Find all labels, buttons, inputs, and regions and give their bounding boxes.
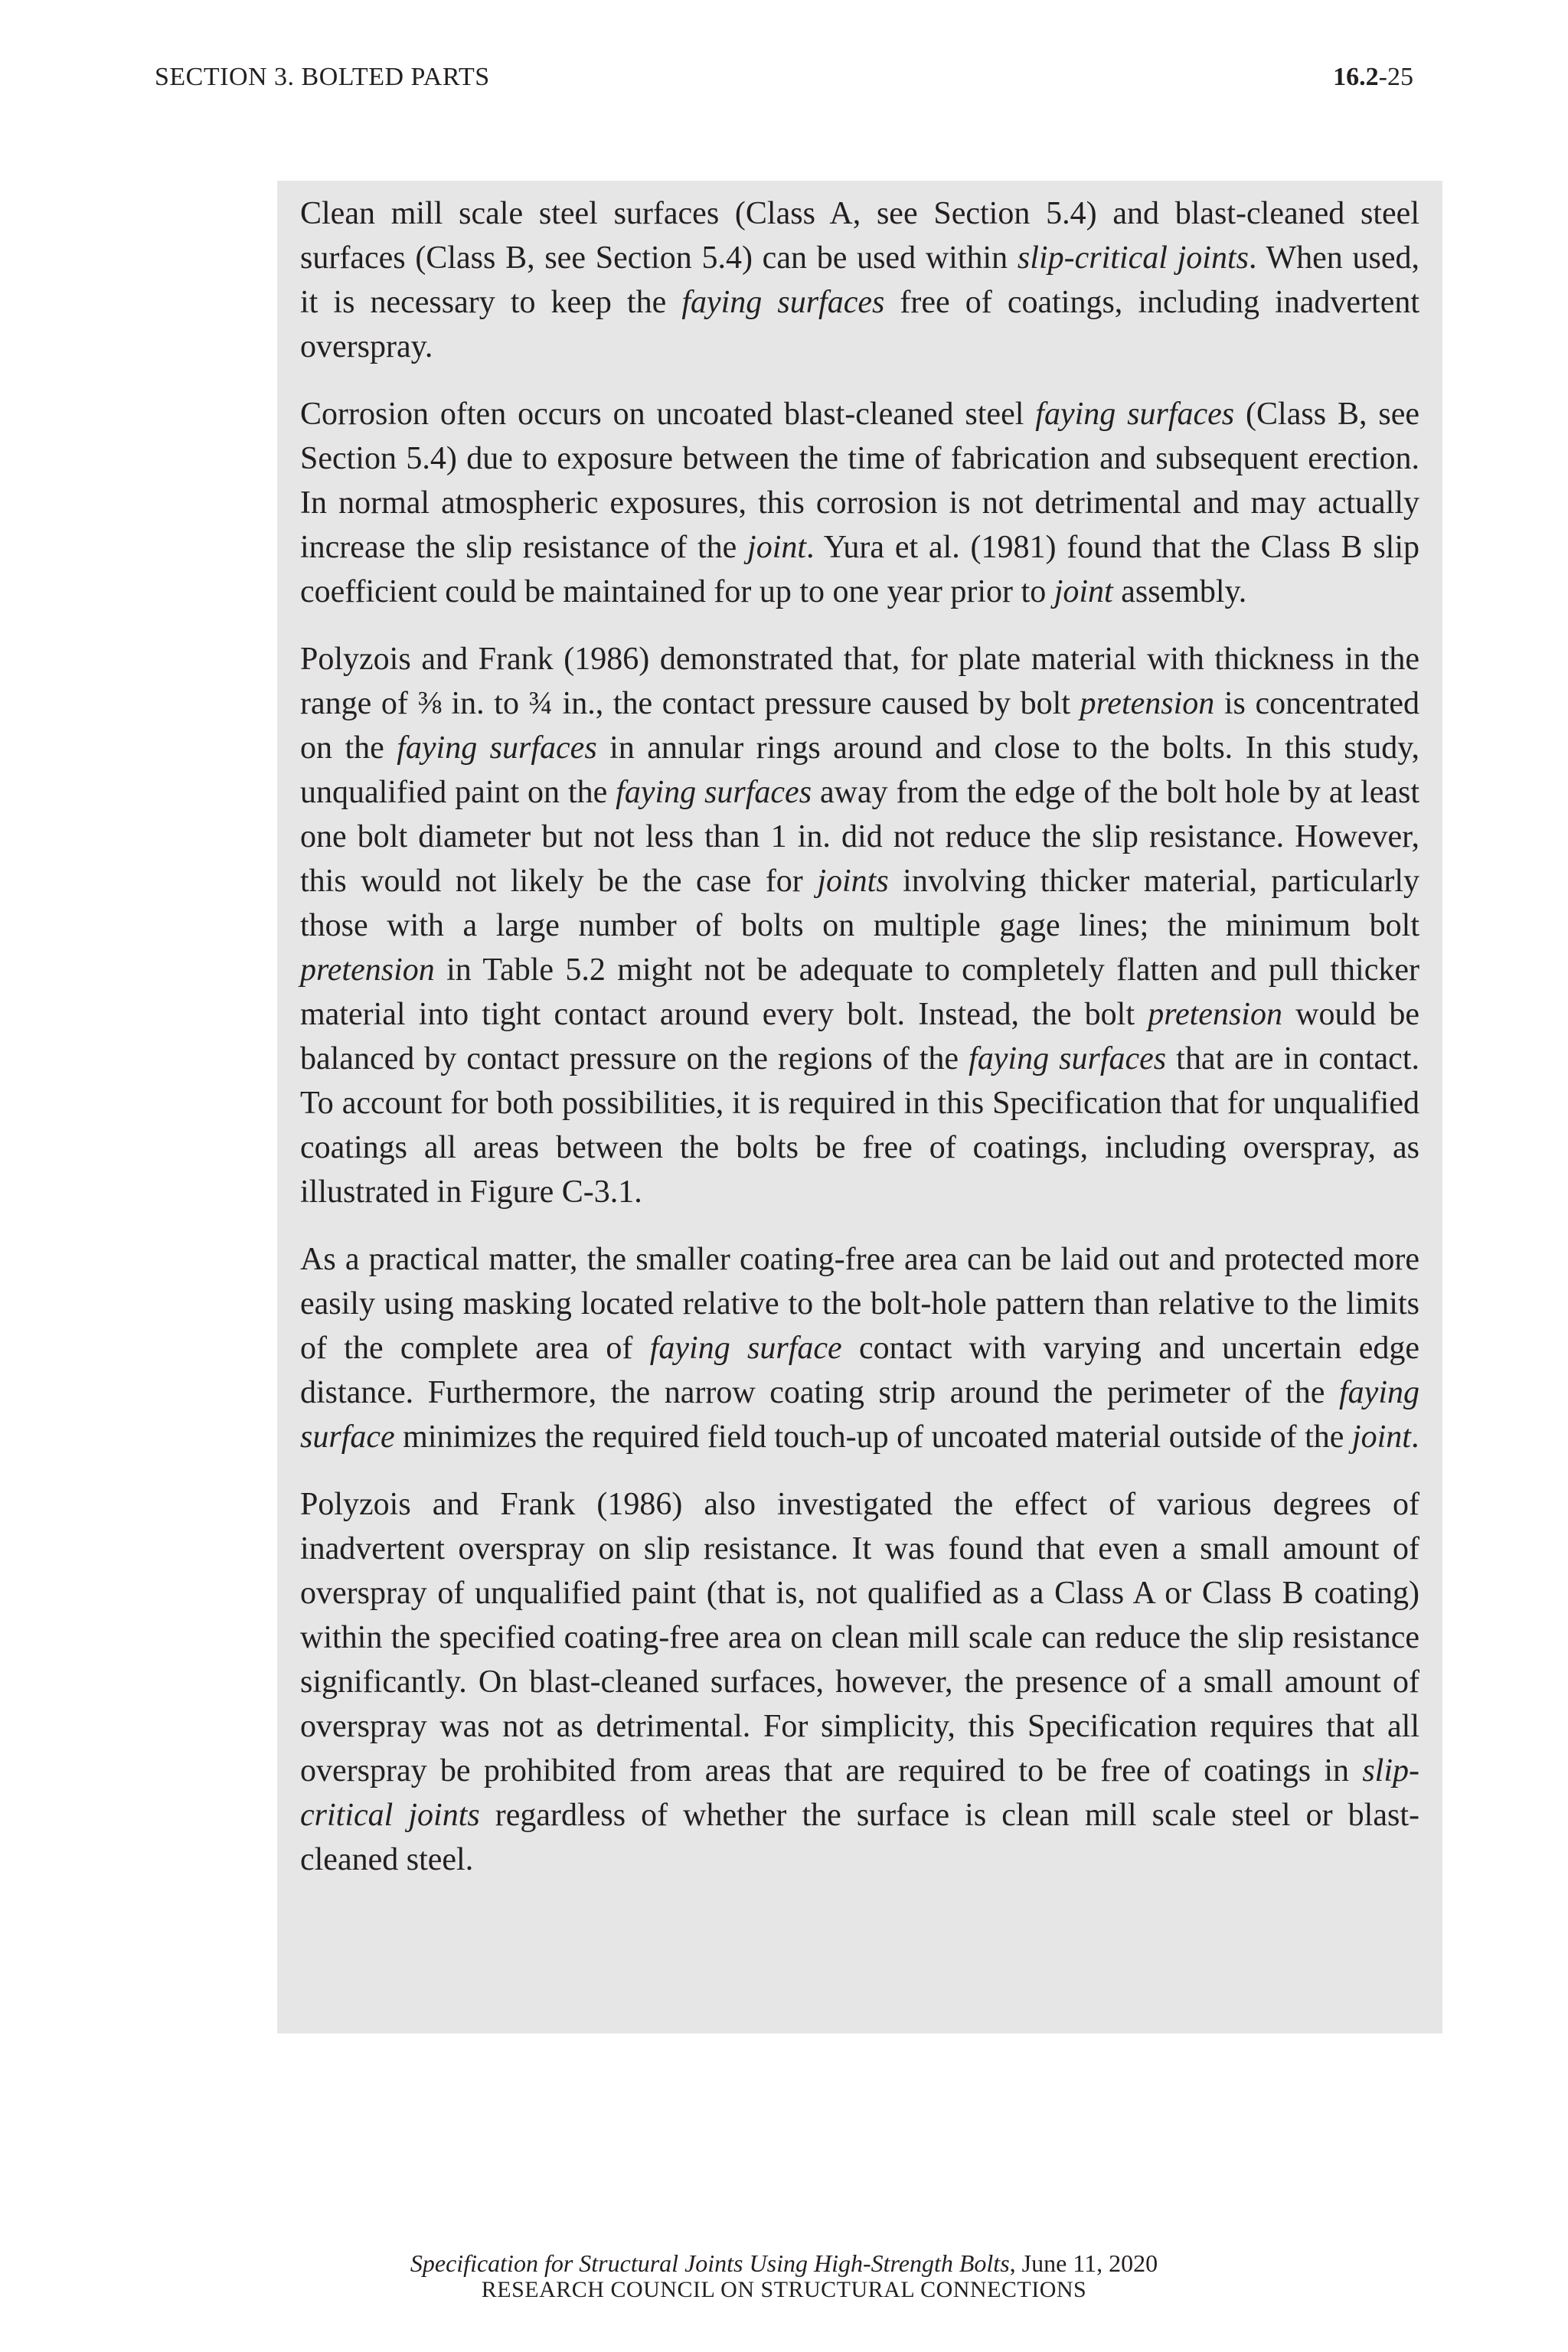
- paragraph: [300, 637, 1419, 1214]
- italic-term: slip-critical joints: [1017, 240, 1249, 276]
- text-run: that are in contact. To account for both possibilities, it is required in this Specification that for unqualified coatings all areas between the bolts be free of coatings, including overspray, as illustrated in Figure C-3.1.: [300, 1041, 1419, 1210]
- italic-term: pretension: [1148, 997, 1282, 1032]
- text-run: minimizes the required field touch-up of uncoated material outside of the: [394, 1419, 1352, 1455]
- paragraph: [300, 191, 1419, 369]
- page-number: [1333, 64, 1413, 90]
- italic-term: faying surfaces: [397, 730, 597, 766]
- text-run: Polyzois and Frank (1986) demonstrated that, for plate material with thickness in the range of ⅜ in. to ¾ in., the contact pressure caused by bolt: [300, 642, 1419, 721]
- text-run: Clean mill scale steel surfaces (Class A, see Section 5.4) and blast-cleaned steel surfaces (Class B, see Section 5.4) can be used within: [300, 196, 1419, 276]
- text-run: Polyzois and Frank (1986) also investigated the effect of various degrees of inadvertent overspray on slip resistance. It was found that even a small amount of overspray of unqualified paint (that is, not qualified as a Class A or Class B coating) within the specified coating-free area on clean mill scale can reduce the slip resistance significantly. On blast-cleaned surfaces, however, the presence of a small amount of overspray was not as detrimental. For simplicity, this Specification requires that all overspray be prohibited from areas that are required to be free of coatings in: [300, 1487, 1419, 1788]
- italic-term: faying surface: [300, 1375, 1419, 1455]
- paragraph: [300, 1482, 1419, 1882]
- italic-term: joint: [1054, 574, 1113, 609]
- text-run: assembly.: [1112, 574, 1247, 609]
- italic-term: pretension: [300, 952, 435, 988]
- page-number-suffix: -25: [1378, 63, 1413, 91]
- footer-spec-title: Specification for Structural Joints Using High-Strength Bolts: [410, 2249, 1010, 2277]
- text-run: (Class B, see Section 5.4) due to exposure between the time of fabrication and subsequent erection. In normal atmospheric exposures, this corrosion is not detrimental and may actually increase the slip resistance of the: [300, 397, 1419, 565]
- text-run: Corrosion often occurs on uncoated blast-cleaned steel: [300, 397, 1036, 432]
- italic-term: faying surfaces: [1035, 397, 1235, 432]
- italic-term: joints: [817, 864, 889, 899]
- text-run: . Yura et al. (1981) found that the Class B slip coefficient could be maintained for up to one year prior to: [300, 530, 1420, 609]
- text-run: involving thicker material, particularly those with a large number of bolts on multiple gage lines; the minimum bolt: [300, 864, 1419, 943]
- footer-citation: [0, 2249, 1568, 2277]
- italic-term: pretension: [1080, 686, 1215, 721]
- italic-term: joint: [747, 530, 807, 565]
- running-header-section: SECTION 3. BOLTED PARTS: [155, 63, 490, 91]
- text-run: free of coatings, including inadvertent overspray.: [300, 285, 1420, 364]
- italic-term: faying surfaces: [681, 285, 885, 320]
- text-run: regardless of whether the surface is clean mill scale steel or blast-cleaned steel.: [300, 1798, 1419, 1877]
- text-run: is concentrated on the: [300, 686, 1420, 766]
- text-run: As a practical matter, the smaller coating-free area can be laid out and protected more easily using masking located relative to the bolt-hole pattern than relative to the limits of the complete area of: [300, 1242, 1419, 1366]
- footer-council: RESEARCH COUNCIL ON STRUCTURAL CONNECTIONS: [481, 2277, 1087, 2302]
- italic-term: joint: [1351, 1419, 1411, 1455]
- commentary-box: [277, 181, 1442, 2034]
- text-run: away from the edge of the bolt hole by at least one bolt diameter but not less than 1 in. did not reduce the slip resistance. However, this would not likely be the case for: [300, 775, 1420, 899]
- text-run: in annular rings around and close to the bolts. In this study, unqualified paint on the: [300, 730, 1420, 810]
- paragraph: [300, 392, 1419, 614]
- footer-date: , June 11, 2020: [1009, 2249, 1158, 2277]
- text-run: would be balanced by contact pressure on the regions of the: [300, 997, 1419, 1076]
- italic-term: faying surface: [649, 1331, 842, 1366]
- text-run: .: [1410, 1419, 1419, 1455]
- italic-term: faying surfaces: [969, 1041, 1167, 1076]
- page-number-prefix: 16.2: [1333, 63, 1379, 91]
- italic-term: faying surfaces: [616, 775, 812, 810]
- paragraph: [300, 1237, 1419, 1459]
- text-run: in Table 5.2 might not be adequate to completely flatten and pull thicker material into tight contact around every bolt. Instead, the bolt: [300, 952, 1419, 1032]
- text-run: . When used, it is necessary to keep the: [300, 240, 1420, 320]
- page-footer: [0, 2249, 1568, 2303]
- italic-term: slip-critical joints: [300, 1753, 1419, 1833]
- text-run: contact with varying and uncertain edge distance. Furthermore, the narrow coating strip around the perimeter of the: [300, 1331, 1420, 1410]
